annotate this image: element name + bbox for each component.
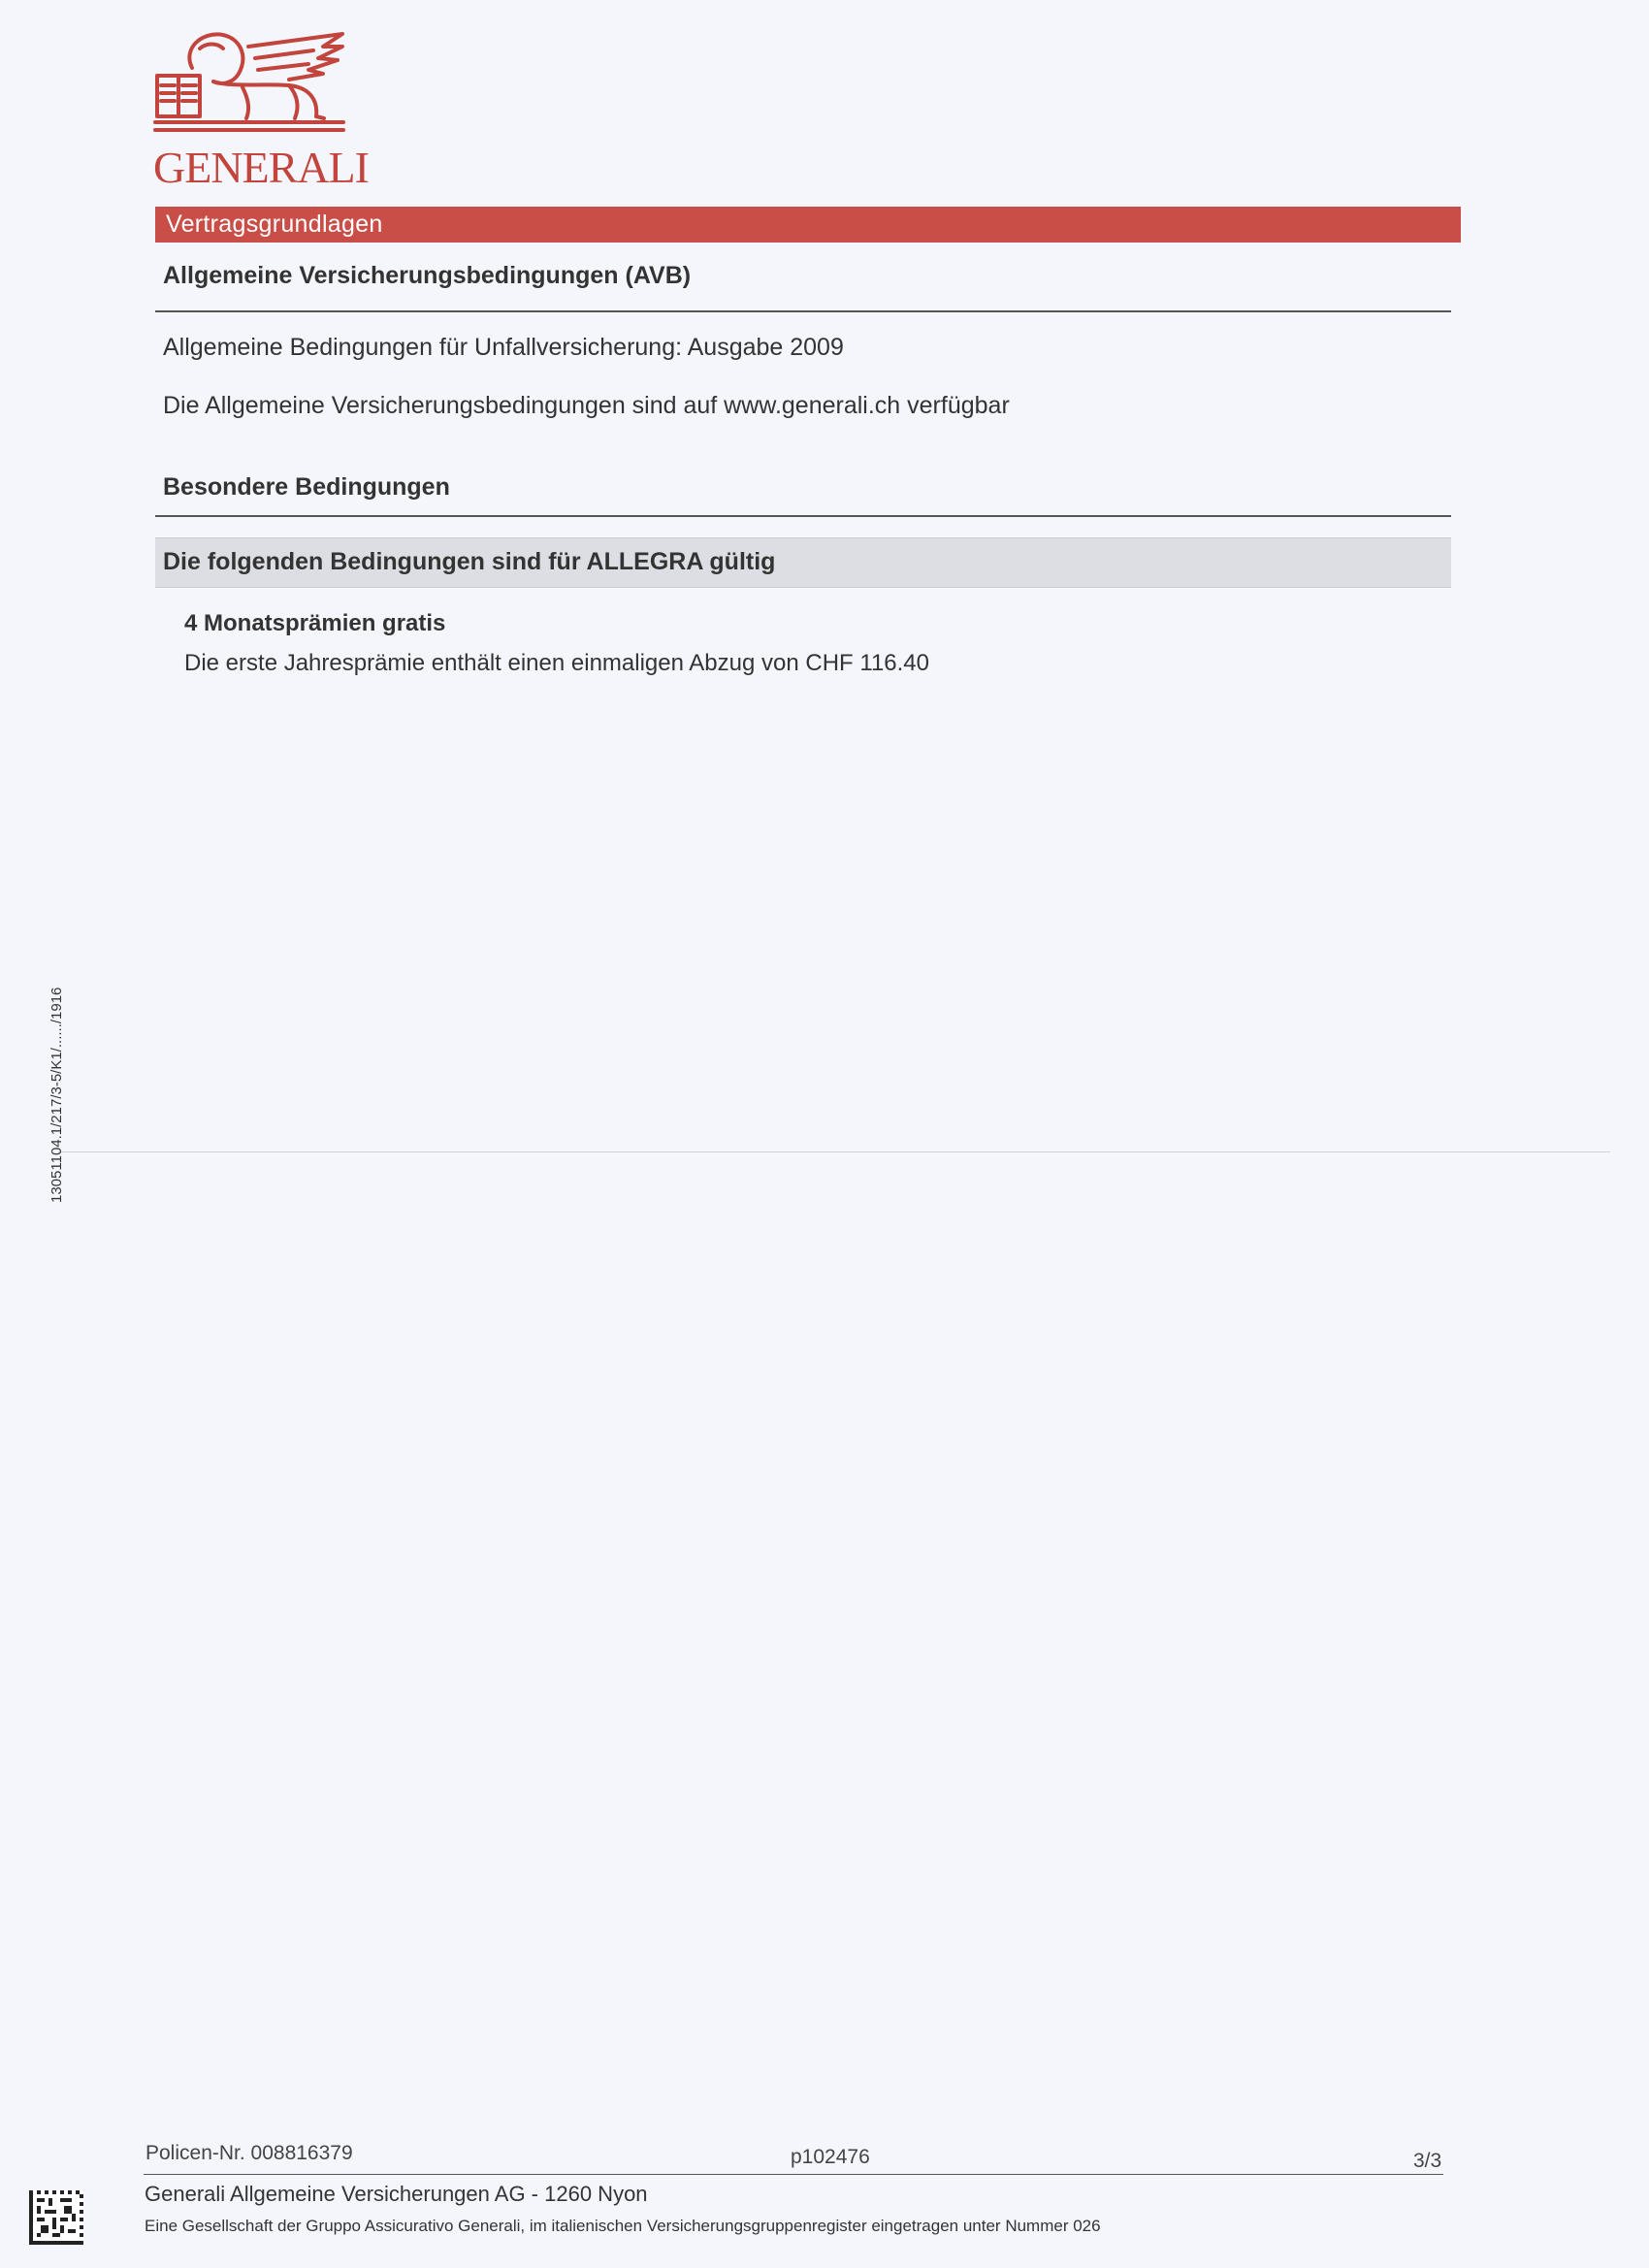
item-title: 4 Monatsprämien gratis bbox=[184, 610, 446, 636]
logo-wordmark: GENERALI bbox=[153, 143, 369, 192]
validity-band-text: Die folgenden Bedingungen sind für ALLEGRA gültig bbox=[163, 548, 776, 575]
section-title-bar bbox=[155, 207, 1461, 243]
fold-line bbox=[58, 1151, 1610, 1152]
page-number: 3/3 bbox=[1413, 2150, 1442, 2172]
reference-code: p102476 bbox=[791, 2146, 870, 2168]
avb-divider bbox=[155, 310, 1451, 312]
policy-number: Policen-Nr. 008816379 bbox=[146, 2142, 353, 2164]
validity-band bbox=[155, 537, 1451, 588]
footer-divider bbox=[144, 2174, 1443, 2175]
company-note: Eine Gesellschaft der Gruppo Assicurativo Generali, im italienischen Versicherungsgruppenregister eingetragen unter Nummer 026 bbox=[145, 2217, 1101, 2235]
datamatrix-code-icon bbox=[29, 2190, 83, 2245]
section-title: Vertragsgrundlagen bbox=[166, 211, 383, 238]
company-line: Generali Allgemeine Versicherungen AG - 1260 Nyon bbox=[145, 2182, 648, 2206]
special-divider bbox=[155, 515, 1451, 517]
avb-line-2: Die Allgemeine Versicherungsbedingungen sind auf www.generali.ch verfügbar bbox=[163, 392, 1010, 419]
avb-line-1: Allgemeine Bedingungen für Unfallversicherung: Ausgabe 2009 bbox=[163, 334, 844, 361]
side-reference-code: 13051104.1/217/3-5/K1/....../1916 bbox=[48, 987, 65, 1203]
special-heading: Besondere Bedingungen bbox=[163, 473, 450, 501]
item-text: Die erste Jahresprämie enthält einen einmaligen Abzug von CHF 116.40 bbox=[184, 650, 929, 676]
avb-heading: Allgemeine Versicherungsbedingungen (AVB) bbox=[163, 262, 692, 289]
generali-logo bbox=[153, 29, 369, 192]
winged-lion-icon bbox=[153, 29, 347, 146]
